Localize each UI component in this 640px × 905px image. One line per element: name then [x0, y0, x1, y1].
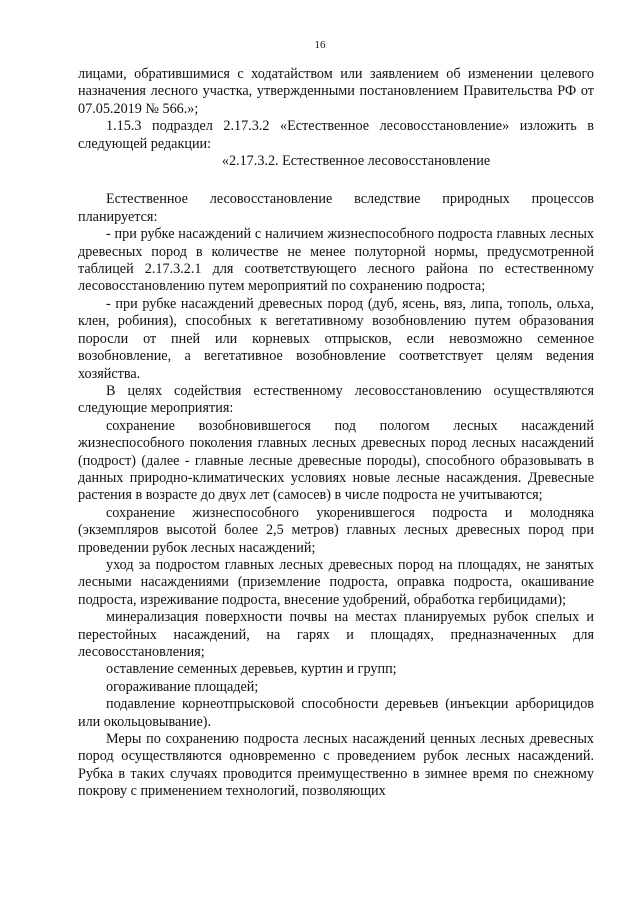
- paragraph: Меры по сохранению подроста лесных насаждений ценных лесных древесных пород осуществляются одновременно с проведением рубок лесных насаждений. Рубка в таких случаях проводится преимущественно в зимнее время по снежному покрову с применением технологий, позволяющих: [78, 731, 594, 800]
- list-item: оставление семенных деревьев, куртин и групп;: [106, 661, 397, 678]
- paragraph: В целях содействия естественному лесовосстановлению осуществляются следующие мероприятия:: [78, 382, 594, 417]
- paragraph: лицами, обратившимися с ходатайством или заявлением об изменении целевого назначения лесного участка, утвержденными постановлением Правительства РФ от 07.05.2019 № 566.»;: [78, 66, 594, 117]
- list-item: огораживание площадей;: [106, 678, 259, 695]
- list-item: уход за подростом главных лесных древесных пород на площадях, не занятых лесными насаждениями (приземление подроста, оправка подроста, окашивание подроста, изреживание подроста, внесение удобрений, обработка гербицидами);: [78, 556, 594, 608]
- page-number: 16: [314, 39, 326, 51]
- section-heading: «2.17.3.2. Естественное лесовосстановление: [221, 153, 491, 170]
- document-body: [78, 66, 594, 801]
- list-item: - при рубке насаждений древесных пород (дуб, ясень, вяз, липа, тополь, ольха, клен, робиния), способных к вегетативному возобновлению путем образования поросли от пней или корневых отпрысков, если невозможно семенное возобновление, а вегетативное возобновление соответствует целям ведения хозяйства.: [78, 295, 594, 382]
- spacer: [78, 170, 594, 191]
- list-item: - при рубке насаждений с наличием жизнеспособного подроста главных лесных древесных пород в количестве не менее полуторной нормы, предусмотренной таблицей 2.17.3.2.1 для соответствующего лесного района по естественному лесовосстановлению путем мероприятий по сохранению подроста;: [78, 226, 594, 295]
- paragraph: 1.15.3 подраздел 2.17.3.2 «Естественное лесовосстановление» изложить в следующей редакции:: [78, 118, 594, 152]
- list-item: сохранение возобновившегося под пологом лесных насаждений жизнеспособного поколения главных лесных древесных пород лесных насаждений (подрост) (далее - главные лесные древесные породы), способного образовывать в данных природно-климатических условиях новые лесные насаждения. Древесные растения в возрасте до двух лет (самосев) в числе подроста не учитываются;: [78, 417, 594, 504]
- list-item: подавление корнеотпрысковой способности деревьев (инъекции арборицидов или окольцовывание).: [78, 696, 594, 730]
- paragraph: Естественное лесовосстановление вследствие природных процессов планируется:: [78, 191, 594, 225]
- list-item: сохранение жизнеспособного укоренившегося подроста и молодняка (экземпляров высотой более 2,5 метров) главных лесных древесных пород при проведении рубок лесных насаждений;: [78, 504, 594, 556]
- list-item: минерализация поверхности почвы на местах планируемых рубок спелых и перестойных насаждений, на гарях и площадях, предназначенных для лесовосстановления;: [78, 609, 594, 660]
